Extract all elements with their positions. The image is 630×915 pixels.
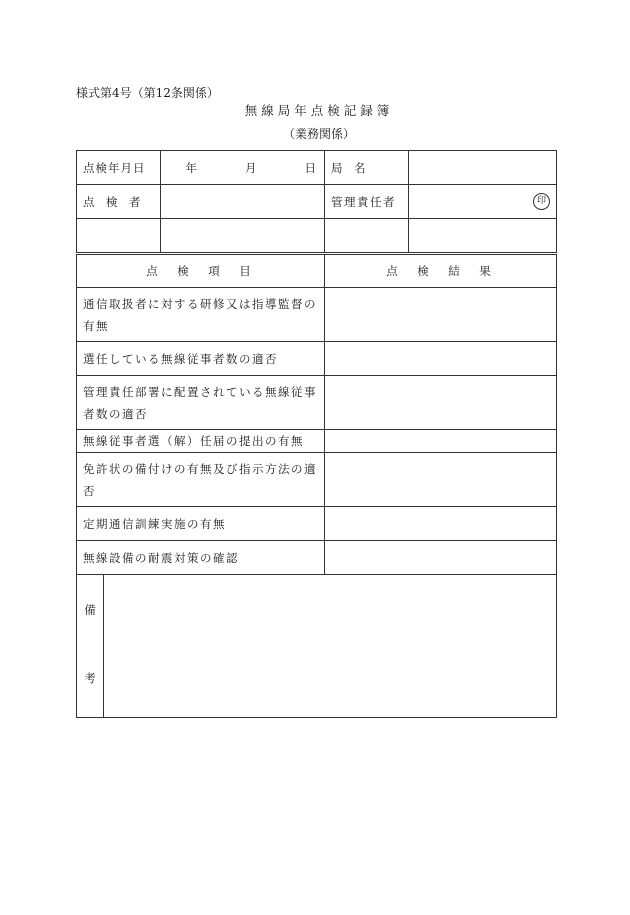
remarks-label-char-1: 備 — [84, 603, 96, 617]
inspector-label-cell — [77, 185, 161, 219]
date-unit-year: 年 — [185, 160, 197, 175]
form-number: 様式第4号（第12条関係） — [76, 86, 219, 100]
inspector-label: 点 検 者 — [83, 194, 141, 209]
inspection-item-4: 無線従事者選（解）任届の提出の有無 — [83, 434, 304, 448]
inspection-header-row — [77, 255, 557, 288]
table-row — [77, 376, 557, 430]
inspection-item-6: 定期通信訓練実施の有無 — [83, 516, 226, 531]
date-unit-month: 月 — [245, 160, 257, 175]
remarks-row — [77, 575, 557, 718]
inspection-date-field[interactable] — [161, 151, 325, 185]
station-name-field[interactable] — [409, 151, 557, 185]
remarks-label-char-2: 考 — [84, 671, 96, 685]
remarks-table — [76, 574, 557, 718]
header-row-date — [77, 151, 557, 185]
remarks-label-cell — [77, 575, 104, 718]
inspection-item-7: 無線設備の耐震対策の確認 — [83, 550, 239, 565]
blank-cell-3[interactable] — [325, 219, 409, 253]
result-field-2[interactable] — [325, 342, 557, 376]
result-field-6[interactable] — [325, 507, 557, 541]
document-subtitle: （業務関係） — [282, 127, 355, 141]
seal-mark: 印 — [533, 193, 550, 210]
station-name-label: 局 名 — [331, 160, 366, 175]
table-row — [77, 453, 557, 507]
inspection-date-label: 点検年月日 — [83, 160, 146, 175]
manager-field[interactable] — [409, 185, 557, 219]
inspection-date-label-cell — [77, 151, 161, 185]
header-row-blank — [77, 219, 557, 253]
inspector-field[interactable] — [161, 185, 325, 219]
manager-label: 管理責任者 — [331, 194, 396, 209]
header-table — [76, 150, 557, 253]
blank-cell-1[interactable] — [77, 219, 161, 253]
document-title: 無線局年点検記録簿 — [244, 103, 394, 118]
table-row — [77, 430, 557, 453]
result-field-1[interactable] — [325, 288, 557, 342]
inspection-item-3: 管理責任部署に配置されている無線従事者数の適否 — [83, 384, 317, 421]
result-field-3[interactable] — [325, 376, 557, 430]
table-row — [77, 288, 557, 342]
header-row-inspector — [77, 185, 557, 219]
blank-cell-4[interactable] — [409, 219, 557, 253]
table-row — [77, 507, 557, 541]
result-header-cell — [325, 255, 557, 288]
inspection-item-5: 免許状の備付けの有無及び指示方法の適否 — [83, 461, 317, 498]
item-header: 点 検 項 目 — [146, 264, 255, 278]
item-header-cell — [77, 255, 325, 288]
date-unit-day: 日 — [304, 160, 316, 175]
manager-label-cell — [325, 185, 409, 219]
table-row — [77, 541, 557, 575]
inspection-item-1: 通信取扱者に対する研修又は指導監督の有無 — [83, 296, 317, 333]
inspection-item-2: 選任している無線従事者数の適否 — [83, 351, 278, 366]
result-header: 点 検 結 果 — [386, 264, 495, 278]
blank-cell-2[interactable] — [161, 219, 325, 253]
inspection-table — [76, 254, 557, 575]
remarks-field[interactable] — [104, 575, 557, 718]
result-field-7[interactable] — [325, 541, 557, 575]
result-field-5[interactable] — [325, 453, 557, 507]
table-row — [77, 342, 557, 376]
station-name-label-cell — [325, 151, 409, 185]
result-field-4[interactable] — [325, 430, 557, 453]
